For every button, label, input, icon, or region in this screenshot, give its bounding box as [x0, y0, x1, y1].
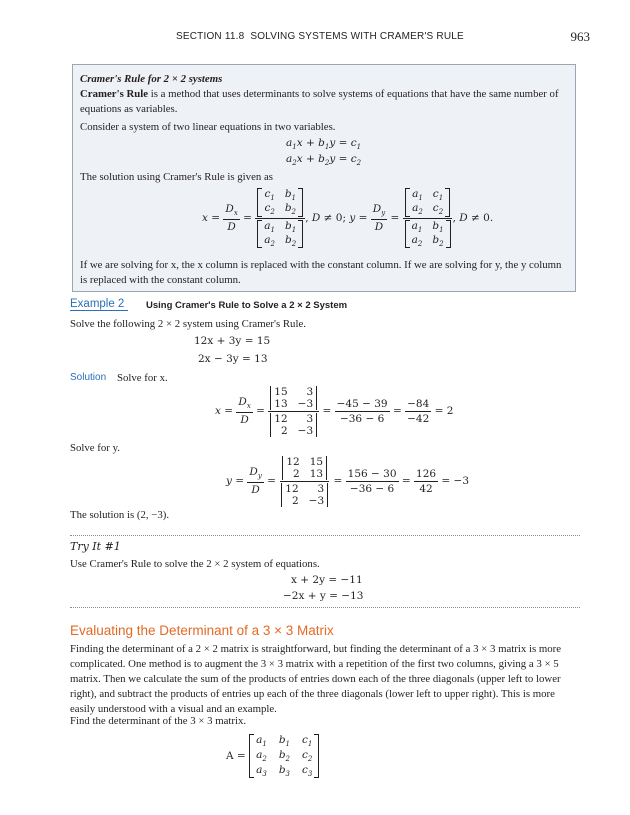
try-it-prompt: Use Cramer's Rule to solve the 2 × 2 system of equations. [70, 558, 320, 570]
try-it-eq2: −2x + y = −13 [283, 590, 364, 602]
cramer-formula: x = $\frac{D_x}{D}$ = $c_1$ $b_1$ $c_2$ $b_2$ $a_1$ $b_1$ $a_2$ $b_2$ , D ≠ 0; y = $\frac{D_y}{D}$ = $a_1$ $c_1$ $a_2$ $c_2$ $a_1$ $b_1$ $a_2$ $b_2$ , D ≠ 0. [202, 188, 494, 248]
box-solution-intro: The solution using Cramer's Rule is given as [80, 171, 273, 183]
try-it-top-rule [70, 535, 580, 536]
system-eq2: $a_2x + b_2y = c_2$ [286, 153, 362, 168]
y-solution: y = $\frac{D_y}{D}$ = 12 15 2 13 12 3 2 −3 = $\frac{156 - 30}{-36 - 6}$ = $\frac{126}{42}$ = −3 [226, 455, 470, 507]
section-heading: Evaluating the Determinant of a 3 × 3 Matrix [70, 623, 334, 638]
solution-label: Solution [70, 372, 107, 383]
box-intro: Cramer's Rule is a method that uses determinants to solve systems of equations that have the same number of equations as variables. [80, 88, 559, 115]
example-label: Example 2 [70, 298, 128, 311]
running-header: SECTION 11.8 SOLVING SYSTEMS WITH CRAMER'S RULE [176, 31, 464, 42]
section-find: Find the determinant of the 3 × 3 matrix. [70, 715, 247, 727]
solve-y-text: Solve for y. [70, 442, 120, 454]
box-consider: Consider a system of two linear equations in two variables. [80, 121, 336, 133]
section-paragraph: Finding the determinant of a 2 × 2 matrix is straightforward, but finding the determinant of a 3 × 3 matrix is more complicated. One method is to augment the 3 × 3 matrix with a repetition of the first two columns, giving a 3 × 5 matrix. Then we calculate the sum of the products of entries down each of the three diagonals (upper left to lower right), and subtract the products of entries up each of the three diagonals (lower left to upper right). This is more easily understood with a visual and an example. [70, 643, 562, 715]
box-closing: If we are solving for x, the x column is replaced with the constant column. If we are solving for y, the y column is replaced with the constant column. [80, 259, 562, 286]
example-eq1: 12x + 3y = 15 [194, 335, 271, 347]
box-title: Cramer's Rule for 2 × 2 systems [80, 73, 223, 85]
example-prompt: Solve the following 2 × 2 system using Cramer's Rule. [70, 318, 306, 330]
x-solution: x = $\frac{D_x}{D}$ = 15 3 13 −3 12 3 2 −3 = $\frac{-45 - 39}{-36 - 6}$ = $\frac{-84}{-42}$ = 2 [215, 385, 454, 437]
page-number: 963 [570, 29, 590, 44]
example-answer: The solution is (2, −3). [70, 509, 170, 521]
try-it-label: Try It #1 [70, 540, 121, 553]
try-it-bottom-rule [70, 607, 580, 608]
system-eq1: $a_1x + b_1y = c_1$ [286, 137, 362, 152]
matrix-3x3: A = $a_1$ $b_1$ $c_1$ $a_2$ $b_2$ $c_2$ $a_3$ $b_3$ $c_3$ [226, 731, 319, 781]
try-it-eq1: x + 2y = −11 [291, 574, 363, 586]
solve-x-text: Solve for x. [117, 372, 168, 384]
example-eq2: 2x − 3y = 13 [198, 353, 268, 365]
example-title: Using Cramer's Rule to Solve a 2 × 2 System [146, 300, 348, 311]
